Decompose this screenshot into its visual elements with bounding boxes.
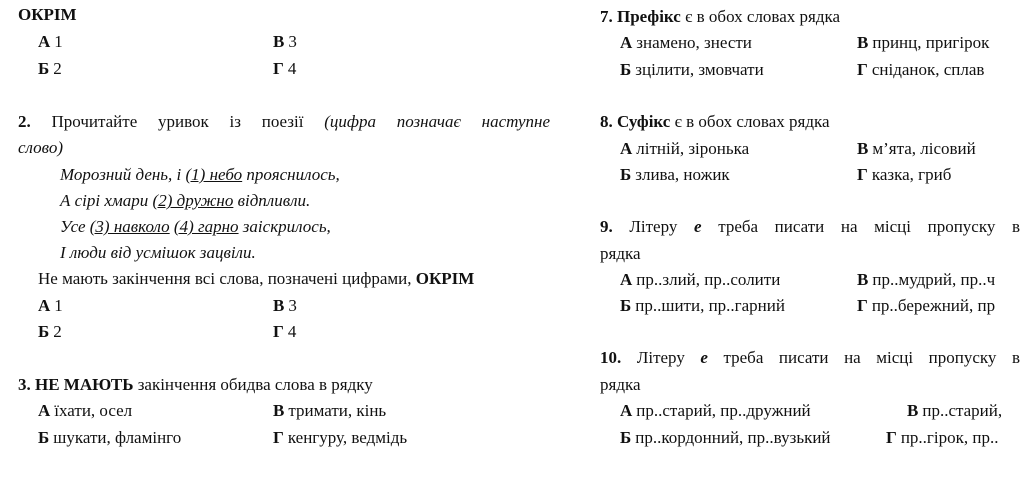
poem-line-1: Морозний день, і (1) небо прояснилось, <box>60 165 340 184</box>
q3-prompt: 3. НЕ МАЮТЬ закінчення обидва слова в рядку <box>18 375 373 394</box>
q1-option-a: А 1 <box>38 32 63 51</box>
q9-option-a: А пр..злий, пр..солити <box>620 270 781 289</box>
q10-option-b: Б пр..кордонний, пр..вузький <box>620 428 831 447</box>
q9-tail: рядка <box>600 244 641 263</box>
q2-option-v: В 3 <box>273 296 297 315</box>
q10-tail: рядка <box>600 375 641 394</box>
q9-option-g: Г пр..бережний, пр <box>857 296 996 315</box>
q8-option-v: В м’ята, лісовий <box>857 139 976 158</box>
q2-option-b: Б 2 <box>38 322 62 341</box>
q10-prompt: 10. Літеру е треба писати на місці пропуску в <box>600 348 1020 367</box>
q10-option-g: Г пр..гірок, пр.. <box>886 428 999 447</box>
q7-option-a: А знамено, знести <box>620 33 752 52</box>
q9-option-v: В пр..мудрий, пр..ч <box>857 270 996 289</box>
q1-option-g: Г 4 <box>273 59 297 78</box>
q1-option-v: В 3 <box>273 32 297 51</box>
q10-option-v: В пр..старий, <box>907 401 1003 420</box>
q2-prompt: 2. Прочитайте уривок із поезії (цифра позначає наступне <box>18 112 551 131</box>
q2-note-tail: слово) <box>18 138 63 157</box>
poem-line-3: Усе (3) навколо (4) гарно заіскрилось, <box>60 217 331 236</box>
q3-option-g: Г кенгуру, ведмідь <box>273 428 408 447</box>
q2-question: Не мають закінчення всі слова, позначені цифрами, ОКРІМ <box>38 269 475 288</box>
q1-tail: ОКРІМ <box>18 5 77 24</box>
q3-option-b: Б шукати, фламінго <box>38 428 182 447</box>
q8-prompt: 8. Суфікс є в обох словах рядка <box>600 112 830 131</box>
poem-line-2: А сірі хмари (2) дружно відпливли. <box>60 191 311 210</box>
q3-option-v: В тримати, кінь <box>273 401 387 420</box>
q8-option-a: А літній, зіронька <box>620 139 750 158</box>
q7-prompt: 7. Префікс є в обох словах рядка <box>600 7 841 26</box>
q7-option-v: В принц, пригірок <box>857 33 990 52</box>
q8-option-g: Г казка, гриб <box>857 165 952 184</box>
q8-option-b: Б злива, ножик <box>620 165 730 184</box>
q2-option-a: А 1 <box>38 296 63 315</box>
q2-option-g: Г 4 <box>273 322 297 341</box>
q9-option-b: Б пр..шити, пр..гарний <box>620 296 785 315</box>
q7-option-g: Г сніданок, сплав <box>857 60 985 79</box>
q1-option-b: Б 2 <box>38 59 62 78</box>
q9-prompt: 9. Літеру е треба писати на місці пропуску в <box>600 217 1020 236</box>
q10-option-a: А пр..старий, пр..дружний <box>620 401 811 420</box>
poem-line-4: І люди від усмішок зацвіли. <box>60 243 256 262</box>
q3-option-a: А їхати, осел <box>38 401 133 420</box>
q7-option-b: Б зцілити, змовчати <box>620 60 764 79</box>
